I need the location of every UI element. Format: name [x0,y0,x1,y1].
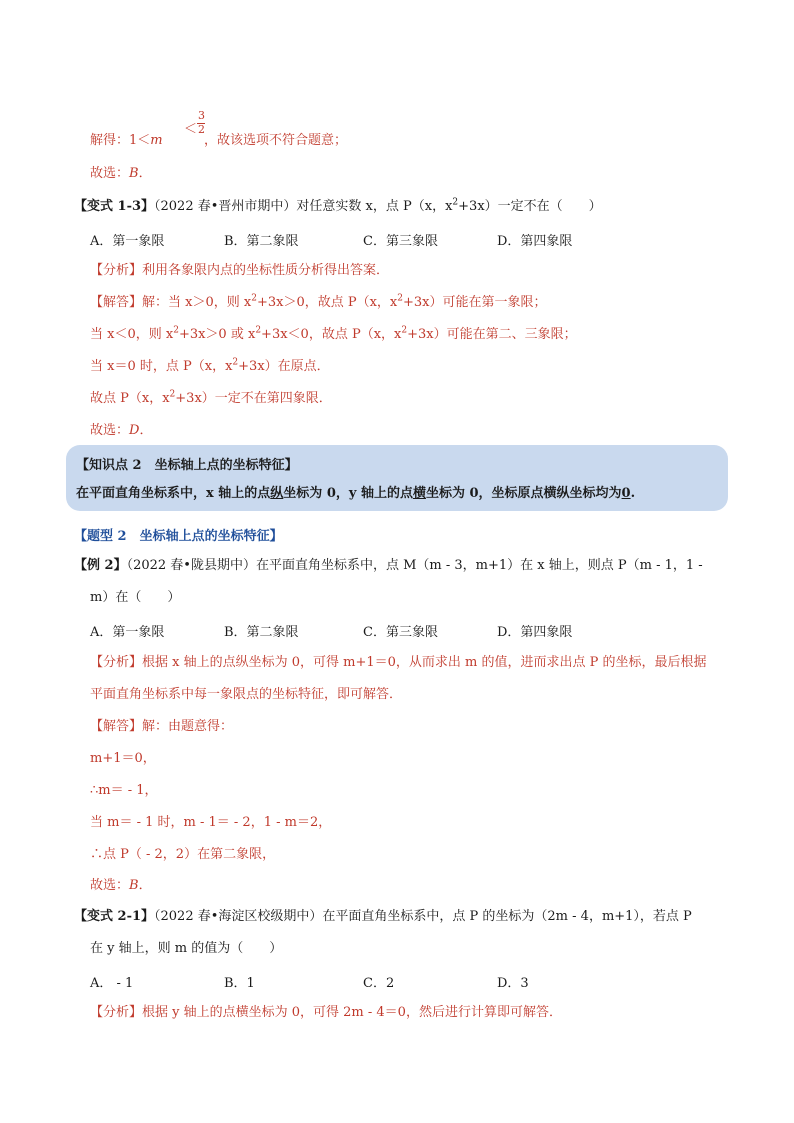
fraction-denominator: 2 [198,123,205,136]
knowledge-text-part: 在平面直角坐标系中，x 轴上的点 [76,486,271,501]
example-2-question [74,557,703,575]
answer-text: +3x＜0，故点 P（x，x [261,327,402,342]
analysis-line [90,262,389,280]
knowledge-text [76,482,635,501]
example-tag: 【例 2】 [74,558,127,573]
answer-text: +3x）一定不在第四象限． [175,391,332,406]
answer-text: 当 x＜0，则 x [90,327,174,342]
answer-text: +3x＞0 或 x [178,327,256,342]
answer-step-2: ∴m＝ - 1， [90,783,158,798]
question-text: （2022 春•陇县期中）在平面直角坐标系中，点 M（m - 3，m+1）在 x 轴上，则点 P（m - 1，1 - [126,558,703,573]
answer-end: ． [138,166,152,181]
analysis-text: 根据 y 轴上的点横坐标为 0，可得 2m - 4＝0，然后进行计算即可解答． [142,1005,562,1020]
knowledge-title: 【知识点 2 坐标轴上点的坐标特征】 [76,458,298,473]
superscript: 2 [173,325,179,336]
underlined-word: 0 [621,486,631,501]
option-d: D．3 [497,976,529,991]
question-text: （2022 春•海淀区校级期中）在平面直角坐标系中，点 P 的坐标为（2m - 4，m+1），若点 P [154,909,692,924]
solution-line [90,132,163,150]
superscript: 2 [255,325,262,336]
option-b: B．第二象限 [224,234,299,249]
option-c: C．第三象限 [363,234,438,249]
answer-text: +3x）可能在第二、三象限； [407,327,577,342]
fraction-numerator: 3 [198,109,205,122]
answer-detail-4 [90,390,332,408]
knowledge-text-part: . [630,486,636,501]
variable-m: m [150,133,163,148]
answer-final [90,877,152,895]
answer-text: 故选： [90,878,130,893]
answer-step-3: 当 m＝ - 1 时，m - 1＝ - 2，1 - m＝2， [90,815,332,830]
answer-text: +3x）可能在第一象限； [403,295,547,310]
superscript: 2 [251,293,257,304]
question-text: （2022 春•晋州市期中）对任意实数 x，点 P（x，x [154,199,453,214]
analysis-text: 根据 x 轴上的点纵坐标为 0，可得 m+1＝0，从而求出 m 的值，进而求出点 P 的坐标，最后根据 [142,655,707,670]
option-a: A．第一象限 [90,625,165,640]
knowledge-point-box [66,445,728,511]
variant-2-1-question-cont: 在 y 轴上，则 m 的值为（ ） [90,941,283,956]
knowledge-text-part: 坐标为 0，y 轴上的点 [283,486,413,501]
answer-detail-1 [90,294,547,312]
answer-letter: B [129,878,139,893]
option-d: D．第四象限 [497,625,573,640]
solution-suffix: ，故该选项不符合题意； [204,133,348,148]
option-a: A． - 1 [90,976,134,991]
answer-step-4: ∴点 P（ - 2，2）在第二象限， [90,847,276,862]
variant-tag: 【变式 2-1】 [74,909,155,924]
example-2-question-cont: m）在（ ） [90,590,181,605]
answer-text: 解：由题意得： [142,719,234,734]
answer-line [90,165,152,183]
analysis-line-2: 平面直角坐标系中每一象限点的坐标特征，即可解答． [90,687,403,702]
solution-text: 解得：1＜ [90,133,151,148]
answer-end: ． [139,423,153,438]
answer-detail-5 [90,422,152,440]
answer-detail-2 [90,326,577,344]
answer-letter: B [129,166,139,181]
variant-1-3-question [74,198,602,216]
answer-detail-3 [90,358,330,376]
superscript: 2 [397,293,403,304]
option-b: B．1 [224,976,255,991]
answer-text: +3x）在原点． [238,359,330,374]
option-d: D．第四象限 [497,234,573,249]
variant-2-1-question [74,908,692,926]
analysis-text: 利用各象限内点的坐标性质分析得出答案． [142,263,390,278]
option-a: A．第一象限 [90,234,165,249]
question-text-end: +3x）一定不在（ ） [458,199,602,214]
answer-text: 解：当 x＞0，则 x [142,295,252,310]
underlined-word: 纵 [270,486,284,501]
section-heading-type-2: 【题型 2 坐标轴上点的坐标特征】 [74,529,283,544]
answer-text: 故选： [90,423,130,438]
analysis-line [90,654,707,672]
superscript: 2 [401,325,408,336]
analysis-line [90,1004,562,1022]
analysis-tag: 【分析】 [90,1005,143,1020]
answer-line [90,718,233,736]
answer-text: 故点 P（x，x [90,391,170,406]
underlined-word: 横 [412,486,426,501]
answer-prefix: 故选： [90,166,130,181]
variant-tag: 【变式 1-3】 [74,199,155,214]
option-c: C．第三象限 [363,625,438,640]
option-b: B．第二象限 [224,625,299,640]
superscript: 2 [169,389,176,400]
analysis-tag: 【分析】 [90,655,143,670]
answer-end: ． [138,878,152,893]
superscript: 2 [452,197,459,208]
answer-tag: 【解答】 [90,719,143,734]
less-than-sign: ＜ [184,122,198,137]
answer-letter: D [129,423,140,438]
answer-text: +3x＞0，故点 P（x，x [256,295,398,310]
option-c: C．2 [363,976,395,991]
superscript: 2 [232,357,239,368]
answer-tag: 【解答】 [90,295,143,310]
answer-text: 当 x＝0 时，点 P（x，x [90,359,233,374]
knowledge-text-part: 坐标为 0，坐标原点横纵坐标均为 [425,486,622,501]
answer-step-1: m+1＝0， [90,751,156,766]
analysis-tag: 【分析】 [90,263,143,278]
